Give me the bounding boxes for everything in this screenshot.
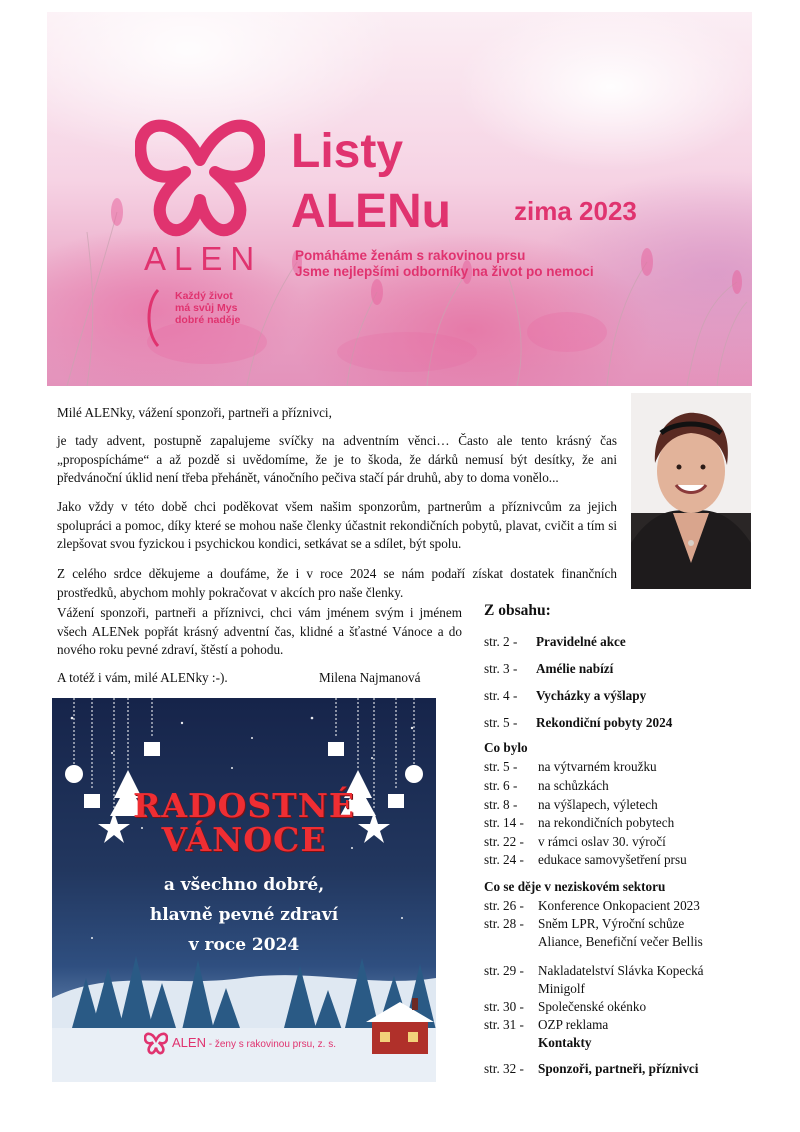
toc-title: Z obsahu: [484, 602, 551, 619]
toc-section-title: Co se děje v neziskovém sektoru [484, 879, 666, 894]
letter-paragraph-3: Z celého srdce děkujeme a doufáme, že i v roce 2024 se nám podaří získat dostatek finančních prostředků, abychom mohly pokračovat v akcích pro naše členky. [57, 566, 617, 600]
card-title-line2: VÁNOCE [161, 820, 327, 859]
toc-item: str. 5 - na výtvarném kroužku [484, 759, 657, 774]
toc-item: str. 30 - Společenské okénko [484, 999, 647, 1014]
toc-section-title: Co bylo [484, 740, 528, 755]
toc-item: str. 4 - Vycházky a výšlapy [484, 688, 647, 703]
toc-item: str. 6 - na schůzkách [484, 778, 609, 793]
christmas-card [52, 698, 436, 1082]
signature: Milena Najmanová [319, 670, 421, 685]
logo-parenthesis-icon [142, 288, 162, 348]
newsletter-title-line1: Listy [291, 125, 404, 178]
letter-greeting: Milé ALENky, vážení sponzoři, partneři a příznivci, [57, 405, 332, 420]
author-portrait-photo [631, 393, 751, 589]
toc-item: str. 8 - na výšlapech, výletech [484, 797, 658, 812]
toc-item: str. 2 - Pravidelné akce [484, 634, 626, 649]
tagline: Pomáháme ženám s rakovinou prsu Jsme nejlepšími odborníky na život po nemoci [295, 248, 594, 279]
closing-line: A totéž i vám, milé ALENky :-). [57, 670, 228, 685]
toc-item: str. 29 - Nakladatelství Slávka Kopecká [484, 963, 704, 978]
toc-item: str. 32 - Sponzoři, partneři, příznivci [484, 1061, 699, 1076]
toc-item: str. 26 - Konference Onkopacient 2023 [484, 898, 700, 913]
toc-item: str. 3 - Amélie nabízí [484, 661, 614, 676]
issue-season: zima 2023 [514, 196, 637, 226]
toc-item: str. 24 - edukace samovyšetření prsu [484, 852, 687, 867]
toc-item: str. 5 - Rekondiční pobyty 2024 [484, 715, 673, 730]
toc-item: str. 22 - v rámci oslav 30. výročí [484, 834, 666, 849]
letter-paragraph-1: je tady advent, postupně zapalujeme svíčky na adventním věnci… Často ale tento krásný čas „propospícháme“ a až pozdě si uvědomíme, že je to škoda, že dárků nemusí být desítky, že ani předvánoční úklid není třeba přehánět, vánočního pečiva stačí pár druhů, aby to doma vonělo... [57, 433, 617, 486]
letter-paragraph-4: Vážení sponzoři, partneři a příznivci, chci vám jménem svým i jménem všech ALENek popřát krásný adventní čas, klidné a šťastné Vánoce a do nového roku pevné zdraví, štěstí a pohodu. [57, 605, 462, 658]
logo-motto: Každý život má svůj Mys dobré naděje [175, 290, 241, 326]
card-wish: a všechno dobré, hlavně pevné zdraví v roce 2024 [149, 875, 339, 955]
header-banner [47, 12, 752, 386]
card-alen-logo-icon [144, 1029, 168, 1055]
card-brand: ALEN - ženy s rakovinou prsu, z. s. [172, 1035, 337, 1050]
letter-paragraph-2: Jako vždy v této době chci poděkovat všem našim sponzorům, partnerům a příznivcům za jejich spolupráci a pomoc, díky které se mohou naše členky účastnit rekondičních pobytů, plavat, cvičit a tím si zlepšovat svou fyzickou i psychickou kondici, setkávat se a sdílet, být spolu. [57, 499, 617, 552]
toc-item: str. 14 - na rekondičních pobytech [484, 815, 675, 830]
toc-item: str. 31 - OZP reklama [484, 1017, 609, 1032]
card-title-line1: RADOSTNÉ [132, 786, 356, 825]
alen-heart-logo-icon [135, 100, 265, 240]
logo-text: ALEN [144, 240, 263, 277]
letter-closing [57, 669, 462, 688]
toc-item: str. 28 - Sněm LPR, Výroční schůze [484, 916, 685, 931]
portrait-illustration [631, 393, 751, 589]
newsletter-title-line2: ALENu [291, 185, 451, 238]
